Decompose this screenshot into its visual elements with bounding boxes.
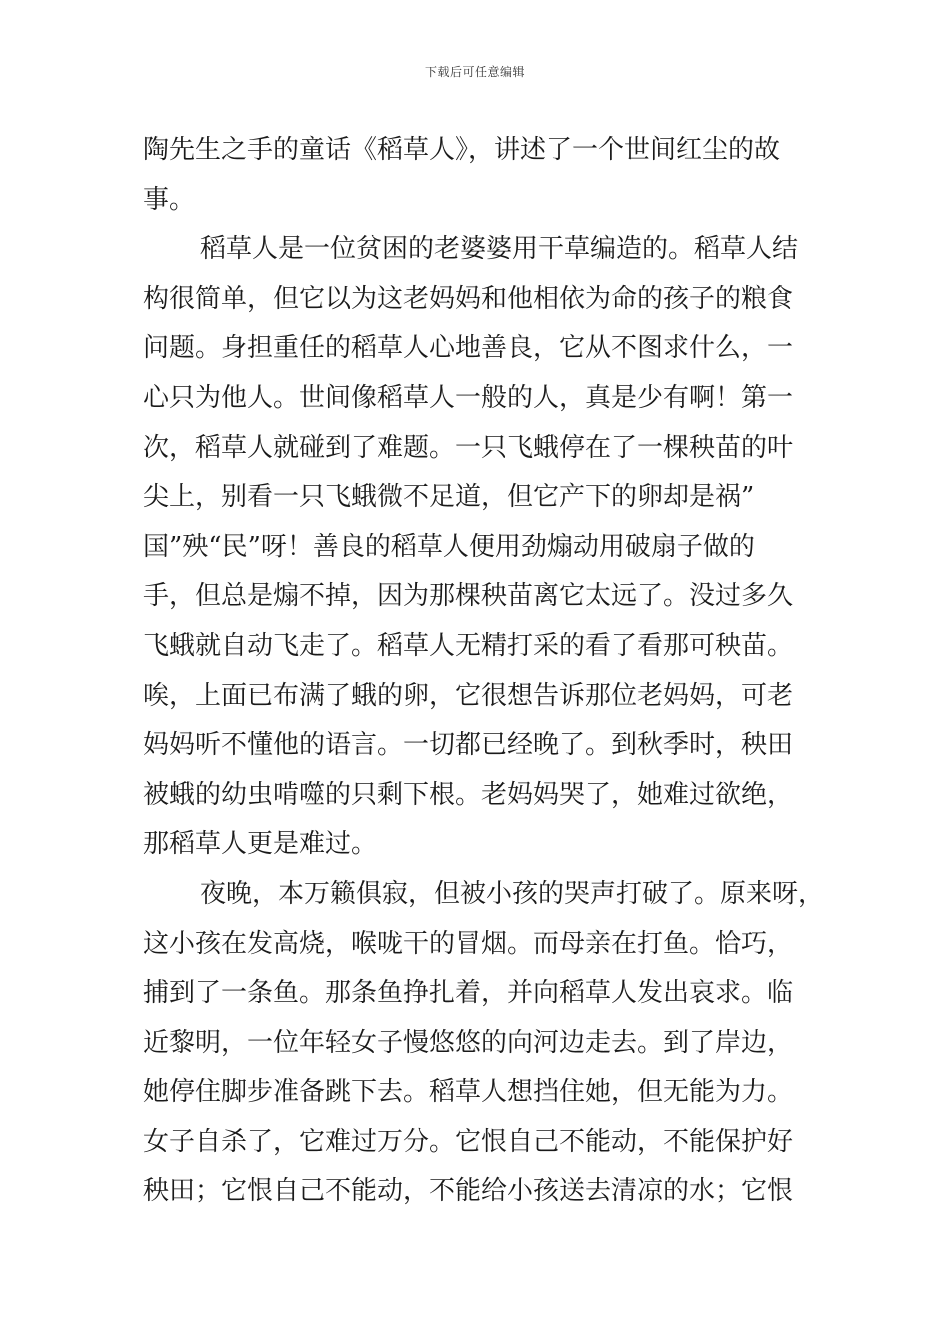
text-line: 尖上，别看一只飞蛾微不足道，但它产下的卵却是祸”: [143, 482, 755, 513]
page-header: 下载后可任意编辑: [424, 65, 525, 79]
text-line: 问题。身担重任的稻草人心地善良，它从不图求什么，一: [143, 333, 794, 364]
text-line: 陶先生之手的童话《稻草人》，讲述了一个世间红尘的故: [143, 135, 781, 165]
text-line: 被蛾的幼虫啃噬的只剩下根。老妈妈哭了，她难过欲绝，: [143, 779, 794, 810]
text-line: 唉，上面已布满了蛾的卵，它很想告诉那位老妈妈，可老: [143, 680, 794, 711]
text-line: 那稻草人更是难过。: [143, 829, 378, 860]
text-line: 捕到了一条鱼。那条鱼挣扎着，并向稻草人发出哀求。临: [143, 978, 794, 1009]
text-line: 妈妈听不懂他的语言。一切都已经晚了。到秋季时，秧田: [143, 730, 794, 761]
paragraph-first-line: 稻草人是一位贫困的老婆婆用干草编造的。稻草人结: [200, 234, 799, 265]
text-line: 这小孩在发高烧，喉咙干的冒烟。而母亲在打鱼。恰巧，: [143, 928, 794, 959]
text-line: 心只为他人。世间像稻草人一般的人，真是少有啊！第一: [143, 382, 794, 413]
text-line: 飞蛾就自动飞走了。稻草人无精打采的看了看那可秧苗。: [143, 630, 794, 661]
body-text: [143, 126, 843, 1217]
text-line: 秧田；它恨自己不能动，不能给小孩送去清凉的水；它恨: [143, 1176, 794, 1207]
text-line: 事。: [143, 184, 196, 215]
text-line: 她停住脚步准备跳下去。稻草人想挡住她，但无能为力。: [143, 1077, 794, 1108]
text-line: 国”殃“民”呀！善良的稻草人便用劲煽动用破扇子做的: [143, 531, 755, 562]
text-line: 构很简单，但它以为这老妈妈和他相依为命的孩子的粮食: [143, 283, 794, 314]
text-line: 次，稻草人就碰到了难题。一只飞蛾停在了一棵秧苗的叶: [143, 432, 794, 463]
paragraph-first-line: 夜晚，本万籁俱寂，但被小孩的哭声打破了。原来呀，: [200, 878, 825, 909]
text-line: 近黎明，一位年轻女子慢悠悠的向河边走去。到了岸边，: [143, 1027, 794, 1058]
text-line: 手，但总是煽不掉，因为那棵秧苗离它太远了。没过多久: [143, 581, 794, 612]
text-line: 女子自杀了，它难过万分。它恨自己不能动，不能保护好: [143, 1126, 794, 1157]
